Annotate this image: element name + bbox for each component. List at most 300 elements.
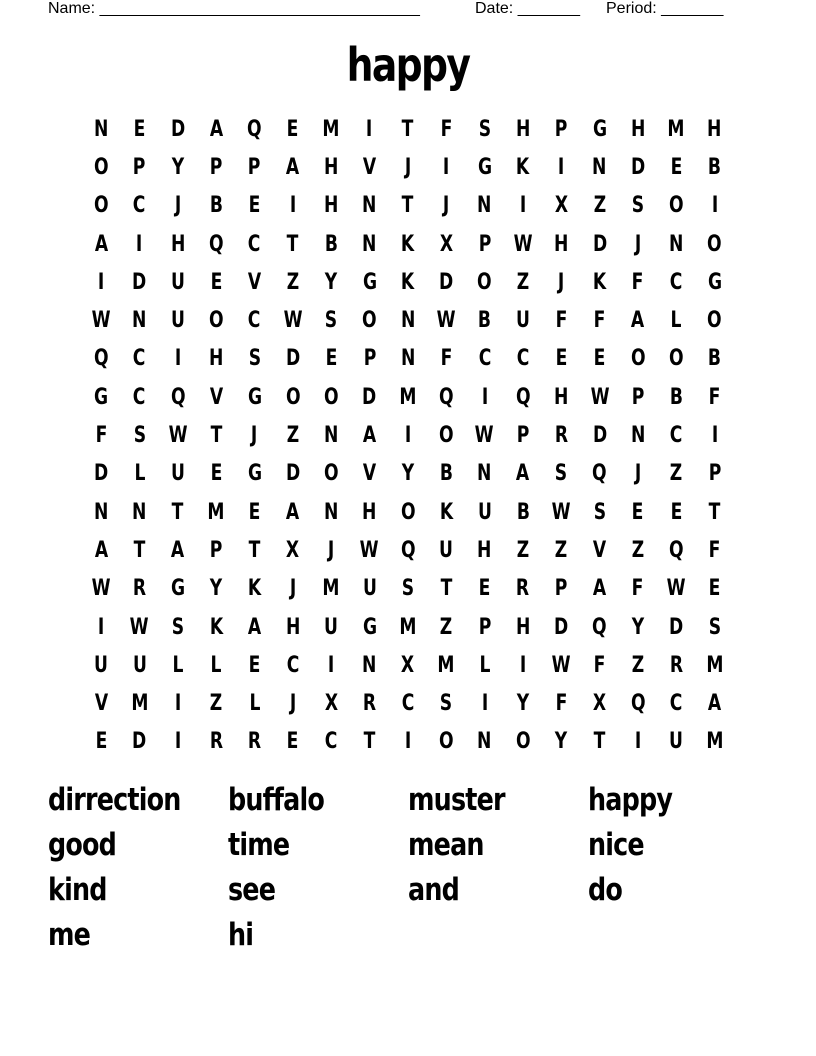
grid-letter: K <box>592 269 607 295</box>
grid-letter: E <box>248 193 261 219</box>
grid-letter: R <box>362 691 377 717</box>
grid-letter: S <box>248 346 261 372</box>
grid-letter: H <box>324 154 339 180</box>
grid-letter: X <box>439 231 453 257</box>
grid-letter: D <box>285 461 301 487</box>
grid-letter: N <box>477 729 492 755</box>
grid-letter: P <box>478 614 491 640</box>
grid-letter: U <box>669 729 684 755</box>
grid-letter: E <box>555 346 568 372</box>
grid-letter: P <box>555 116 568 142</box>
grid-letter: P <box>708 461 721 487</box>
grid-letter: B <box>439 461 453 487</box>
grid-letter: B <box>209 193 223 219</box>
grid-letter: O <box>669 193 684 219</box>
grid-letter: C <box>670 269 683 295</box>
grid-letter: C <box>133 346 146 372</box>
grid-letter: A <box>94 231 108 257</box>
grid-letter: T <box>402 193 414 219</box>
grid-letter: N <box>592 154 607 180</box>
grid-letter: F <box>440 116 453 142</box>
grid-letter: A <box>631 308 645 334</box>
grid-letter: C <box>133 193 146 219</box>
grid-letter: E <box>325 346 338 372</box>
grid-letter: N <box>324 423 339 449</box>
grid-letter: H <box>554 231 569 257</box>
grid-letter: J <box>289 576 297 602</box>
grid-letter: S <box>631 193 645 219</box>
grid-letter: I <box>136 231 143 257</box>
grid-letter: V <box>592 537 607 563</box>
grid-letter: E <box>593 346 606 372</box>
grid-letter: N <box>362 231 377 257</box>
grid-letter: F <box>593 652 606 678</box>
grid-letter: O <box>477 269 492 295</box>
grid-letter: P <box>209 154 223 180</box>
grid-letter: C <box>478 346 491 372</box>
grid-letter: F <box>440 346 453 372</box>
grid-letter: N <box>324 499 339 525</box>
grid-letter: K <box>401 269 415 295</box>
grid-letter: Z <box>670 461 683 487</box>
grid-letter: I <box>328 652 335 678</box>
grid-letter: A <box>592 576 607 602</box>
grid-letter: D <box>554 614 569 640</box>
grid-letter: G <box>247 384 262 410</box>
grid-letter: I <box>711 193 718 219</box>
grid-letter: O <box>362 308 377 334</box>
word-list-item: me <box>48 917 91 953</box>
grid-letter: F <box>555 308 568 334</box>
grid-letter: T <box>248 537 261 563</box>
grid-letter: Y <box>171 154 185 180</box>
grid-letter: R <box>669 652 683 678</box>
letter-grid <box>82 110 734 761</box>
word-list-item: mean <box>408 827 484 863</box>
grid-letter: V <box>362 154 377 180</box>
grid-letter: D <box>592 231 607 257</box>
grid-letter: P <box>555 576 568 602</box>
grid-letter: O <box>93 193 109 219</box>
grid-letter: F <box>632 576 644 602</box>
grid-letter: Q <box>592 614 607 640</box>
grid-letter: A <box>286 154 300 180</box>
word-list-item: good <box>48 827 117 863</box>
grid-letter: O <box>93 154 109 180</box>
grid-letter: N <box>362 652 377 678</box>
grid-letter: O <box>669 346 684 372</box>
grid-letter: Q <box>669 537 684 563</box>
grid-letter: E <box>670 154 683 180</box>
grid-letter: O <box>707 308 722 334</box>
grid-letter: E <box>287 116 299 142</box>
word-list-item: buffalo <box>228 782 325 818</box>
grid-letter: T <box>708 499 721 525</box>
grid-letter: G <box>247 461 262 487</box>
grid-letter: E <box>95 729 108 755</box>
grid-letter: O <box>323 384 339 410</box>
word-list-item: and <box>408 872 459 908</box>
grid-letter: D <box>362 384 377 410</box>
grid-letter: Z <box>516 537 530 563</box>
grid-letter: J <box>634 231 642 257</box>
grid-letter: E <box>210 269 223 295</box>
grid-letter: S <box>133 423 146 449</box>
grid-letter: P <box>133 154 146 180</box>
grid-letter: O <box>515 729 531 755</box>
word-list-item: kind <box>48 872 107 908</box>
grid-letter: A <box>94 537 108 563</box>
grid-letter: Z <box>555 537 568 563</box>
grid-letter: T <box>171 499 184 525</box>
grid-letter: T <box>402 116 414 142</box>
grid-letter: O <box>707 231 722 257</box>
grid-letter: I <box>558 154 565 180</box>
grid-letter: X <box>286 537 300 563</box>
grid-letter: Q <box>515 384 531 410</box>
grid-letter: R <box>516 576 530 602</box>
grid-letter: Q <box>247 116 262 142</box>
grid-letter: I <box>366 116 373 142</box>
grid-letter: U <box>170 269 185 295</box>
grid-letter: V <box>247 269 262 295</box>
grid-letter: H <box>630 116 646 142</box>
grid-letter: Z <box>631 537 645 563</box>
grid-letter: U <box>132 652 147 678</box>
grid-letter: B <box>669 384 683 410</box>
grid-letter: O <box>208 308 224 334</box>
grid-letter: J <box>558 269 565 295</box>
grid-letter: K <box>401 231 415 257</box>
grid-letter: A <box>171 537 185 563</box>
grid-letter: M <box>399 614 417 640</box>
grid-letter: F <box>708 537 721 563</box>
grid-letter: U <box>439 537 454 563</box>
grid-letter: A <box>247 614 262 640</box>
grid-letter: S <box>708 614 721 640</box>
grid-letter: O <box>438 423 454 449</box>
grid-letter: L <box>172 652 184 678</box>
grid-letter: U <box>362 576 377 602</box>
word-list-item: do <box>588 872 623 908</box>
grid-letter: E <box>133 116 146 142</box>
grid-letter: T <box>133 537 146 563</box>
grid-letter: J <box>634 461 642 487</box>
grid-letter: R <box>247 729 262 755</box>
grid-letter: I <box>404 729 412 755</box>
grid-letter: C <box>401 691 415 717</box>
grid-letter: Y <box>209 576 223 602</box>
grid-letter: Y <box>516 691 530 717</box>
grid-letter: S <box>171 614 185 640</box>
grid-letter: V <box>209 384 223 410</box>
grid-letter: M <box>322 116 340 142</box>
grid-letter: M <box>437 652 455 678</box>
grid-letter: R <box>554 423 568 449</box>
grid-letter: P <box>478 231 491 257</box>
grid-letter: A <box>708 691 722 717</box>
grid-letter: M <box>322 576 340 602</box>
grid-letter: I <box>97 269 105 295</box>
grid-letter: I <box>97 614 105 640</box>
grid-letter: T <box>210 423 223 449</box>
grid-letter: M <box>207 499 225 525</box>
word-list-item: time <box>228 827 290 863</box>
grid-letter: P <box>209 537 223 563</box>
grid-letter: F <box>632 269 644 295</box>
grid-letter: G <box>477 154 492 180</box>
grid-letter: E <box>478 576 491 602</box>
grid-letter: Q <box>630 691 646 717</box>
grid-letter: N <box>93 116 109 142</box>
grid-letter: W <box>436 308 456 334</box>
grid-letter: R <box>209 729 223 755</box>
page-title: happy <box>346 38 470 92</box>
grid-letter: M <box>706 729 724 755</box>
grid-letter: C <box>670 691 683 717</box>
grid-letter: G <box>707 269 722 295</box>
grid-letter: C <box>670 423 683 449</box>
grid-letter: M <box>399 384 417 410</box>
grid-letter: I <box>289 193 297 219</box>
grid-letter: B <box>708 346 722 372</box>
grid-letter: I <box>174 729 182 755</box>
grid-letter: Z <box>516 269 530 295</box>
grid-letter: W <box>590 384 610 410</box>
grid-letter: C <box>516 346 530 372</box>
grid-letter: N <box>93 499 109 525</box>
grid-letter: E <box>210 461 223 487</box>
grid-letter: N <box>132 499 147 525</box>
grid-letter: D <box>94 461 109 487</box>
grid-letter: Q <box>170 384 186 410</box>
grid-letter: E <box>287 729 299 755</box>
grid-letter: W <box>91 308 111 334</box>
grid-letter: I <box>711 423 718 449</box>
grid-letter: U <box>477 499 492 525</box>
grid-letter: C <box>286 652 300 678</box>
grid-letter: O <box>400 499 416 525</box>
grid-letter: H <box>285 614 301 640</box>
grid-letter: P <box>363 346 376 372</box>
grid-letter: W <box>475 423 495 449</box>
grid-letter: H <box>515 614 531 640</box>
grid-letter: O <box>285 384 301 410</box>
grid-letter: E <box>248 499 261 525</box>
grid-letter: W <box>551 652 571 678</box>
grid-letter: H <box>477 537 492 563</box>
grid-letter: F <box>95 423 108 449</box>
grid-letter: A <box>516 461 530 487</box>
grid-letter: N <box>630 423 646 449</box>
grid-letter: Q <box>208 231 224 257</box>
grid-letter: Z <box>593 193 606 219</box>
grid-letter: D <box>132 269 147 295</box>
grid-letter: W <box>91 576 111 602</box>
grid-letter: X <box>401 652 415 678</box>
grid-letter: W <box>283 308 303 334</box>
grid-letter: X <box>593 691 607 717</box>
period-field-label: Period: _______ <box>606 0 724 17</box>
grid-letter: P <box>516 423 530 449</box>
word-list-item: see <box>228 872 276 908</box>
grid-letter: H <box>324 193 339 219</box>
grid-letter: M <box>130 691 149 717</box>
grid-letter: L <box>210 652 222 678</box>
grid-letter: Y <box>401 461 415 487</box>
grid-letter: I <box>443 154 450 180</box>
grid-letter: D <box>669 614 684 640</box>
grid-letter: V <box>94 691 108 717</box>
grid-letter: Z <box>209 691 223 717</box>
grid-letter: G <box>592 116 607 142</box>
grid-letter: O <box>630 346 646 372</box>
grid-letter: S <box>440 691 453 717</box>
grid-letter: H <box>515 116 531 142</box>
grid-letter: A <box>362 423 377 449</box>
grid-letter: O <box>438 729 454 755</box>
grid-letter: N <box>400 308 416 334</box>
grid-letter: E <box>708 576 721 602</box>
grid-letter: Q <box>592 461 607 487</box>
grid-letter: P <box>248 154 261 180</box>
grid-letter: D <box>132 729 147 755</box>
grid-letter: A <box>286 499 300 525</box>
grid-letter: D <box>592 423 607 449</box>
grid-letter: G <box>362 269 377 295</box>
grid-letter: K <box>516 154 530 180</box>
grid-letter: N <box>669 231 684 257</box>
grid-letter: Q <box>400 537 416 563</box>
grid-letter: D <box>630 154 646 180</box>
grid-letter: G <box>170 576 185 602</box>
grid-letter: Y <box>555 729 568 755</box>
grid-letter: C <box>248 231 261 257</box>
grid-letter: T <box>287 231 299 257</box>
grid-letter: S <box>593 499 606 525</box>
grid-letter: W <box>513 231 533 257</box>
grid-letter: N <box>477 193 492 219</box>
grid-letter: M <box>706 652 724 678</box>
grid-letter: Q <box>93 346 109 372</box>
grid-letter: I <box>519 193 527 219</box>
grid-letter: L <box>670 308 682 334</box>
word-list-item: nice <box>588 827 644 863</box>
grid-letter: B <box>478 308 492 334</box>
grid-letter: J <box>174 193 182 219</box>
grid-letter: L <box>479 652 491 678</box>
word-list-item: hi <box>228 917 254 953</box>
grid-letter: U <box>94 652 109 678</box>
grid-letter: G <box>94 384 109 410</box>
grid-letter: O <box>323 461 339 487</box>
grid-letter: S <box>555 461 568 487</box>
grid-letter: U <box>515 308 530 334</box>
grid-letter: T <box>593 729 606 755</box>
grid-letter: B <box>516 499 530 525</box>
grid-letter: C <box>324 729 338 755</box>
grid-letter: N <box>400 346 416 372</box>
grid-letter: S <box>478 116 491 142</box>
grid-letter: Z <box>631 652 645 678</box>
grid-letter: W <box>551 499 571 525</box>
grid-letter: G <box>362 614 377 640</box>
grid-letter: I <box>174 691 182 717</box>
grid-letter: W <box>130 614 149 640</box>
grid-letter: H <box>554 384 569 410</box>
grid-letter: R <box>132 576 147 602</box>
grid-letter: T <box>363 729 376 755</box>
grid-letter: I <box>481 384 488 410</box>
grid-letter: J <box>443 193 450 219</box>
grid-letter: X <box>554 193 568 219</box>
grid-letter: U <box>170 461 185 487</box>
grid-letter: H <box>362 499 377 525</box>
grid-letter: J <box>404 154 412 180</box>
grid-letter: W <box>360 537 380 563</box>
date-field-label: Date: _______ <box>475 0 580 17</box>
grid-letter: I <box>174 346 182 372</box>
grid-letter: W <box>666 576 686 602</box>
grid-letter: D <box>170 116 185 142</box>
grid-letter: F <box>555 691 568 717</box>
grid-letter: N <box>132 308 147 334</box>
grid-letter: S <box>401 576 415 602</box>
grid-letter: Q <box>438 384 454 410</box>
grid-letter: N <box>362 193 377 219</box>
grid-letter: H <box>707 116 722 142</box>
grid-letter: P <box>631 384 645 410</box>
grid-letter: I <box>481 691 488 717</box>
grid-letter: D <box>285 346 301 372</box>
grid-letter: L <box>249 691 261 717</box>
grid-letter: D <box>439 269 454 295</box>
grid-letter: F <box>593 308 606 334</box>
grid-letter: E <box>248 652 261 678</box>
grid-letter: K <box>439 499 453 525</box>
grid-letter: N <box>477 461 492 487</box>
grid-letter: X <box>324 691 338 717</box>
word-list <box>48 778 768 958</box>
grid-letter: K <box>247 576 262 602</box>
grid-letter: S <box>325 308 338 334</box>
grid-letter: B <box>324 231 338 257</box>
name-field-label: Name: ____________________________________ <box>48 0 420 17</box>
grid-letter: E <box>670 499 683 525</box>
grid-letter: B <box>708 154 722 180</box>
word-list-item: happy <box>588 782 673 818</box>
grid-letter: U <box>324 614 339 640</box>
grid-letter: J <box>328 537 335 563</box>
grid-letter: I <box>404 423 412 449</box>
grid-letter: T <box>440 576 453 602</box>
grid-letter: Y <box>325 269 338 295</box>
grid-letter: U <box>170 308 185 334</box>
grid-letter: L <box>134 461 145 487</box>
grid-letter: C <box>248 308 261 334</box>
grid-letter: V <box>362 461 377 487</box>
grid-letter: M <box>667 116 685 142</box>
grid-letter: J <box>251 423 258 449</box>
grid-letter: I <box>519 652 527 678</box>
grid-letter: H <box>209 346 224 372</box>
word-list-item: dirrection <box>48 782 181 818</box>
grid-letter: A <box>209 116 223 142</box>
grid-letter: E <box>632 499 644 525</box>
grid-letter: H <box>170 231 186 257</box>
grid-letter: Z <box>286 269 300 295</box>
grid-letter: Y <box>631 614 645 640</box>
